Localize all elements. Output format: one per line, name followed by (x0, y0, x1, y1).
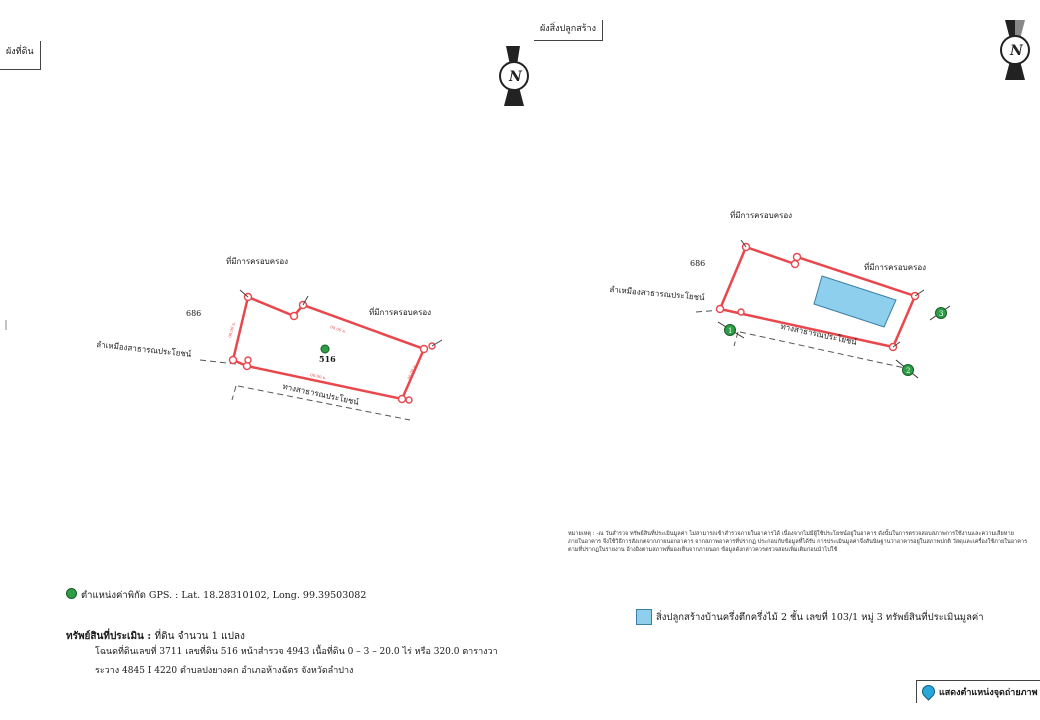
label-possessed-top-right: ที่มีการครอบครอง (730, 211, 793, 220)
location-line: ระวาง 4845 I 4220 ตำบลปงยางคก อำเภอห้างฉัตร จังหวัดลำปาง (95, 666, 354, 676)
photo-point-marker (718, 322, 744, 338)
svg-text:00.00 ม.: 00.00 ม. (227, 320, 237, 339)
left-header-label: ผังที่ดิน (6, 47, 34, 57)
north-arrow-icon (1001, 20, 1029, 80)
svg-text:00.00 ม.: 00.00 ม. (329, 324, 348, 335)
north-arrow-icon (500, 46, 528, 106)
svg-text:N: N (1010, 43, 1023, 59)
property-title (66, 629, 245, 644)
left-header (0, 41, 41, 70)
label-road-left: ทางสาธารณประโยชน์ (281, 381, 360, 407)
svg-text:1: 1 (728, 327, 733, 335)
photo-point-marker (896, 360, 918, 378)
building-legend-swatch (636, 609, 652, 625)
label-parcel-686-left: 686 (186, 309, 202, 318)
photo-point-marker (930, 306, 950, 320)
label-canal-left: ลำเหมืองสาธารณประโยชน์ (95, 339, 192, 359)
label-possessed-right-right: ที่มีการครอบครอง (864, 263, 927, 272)
photo-legend-label: แสดงตำแหน่งจุดถ่ายภาพ (939, 688, 1038, 698)
building-footprint (814, 276, 896, 327)
right-header (534, 20, 603, 41)
svg-text:00.00 ม.: 00.00 ม. (309, 372, 328, 381)
right-header-label: ผังสิ่งปลูกสร้าง (540, 24, 597, 34)
gps-coordinates (66, 588, 366, 603)
gps-text: ตำแหน่งค่าพิกัด GPS. : Lat. 18.28310102, Long. 99.39503082 (81, 590, 367, 601)
label-parcel-516: 516 (319, 354, 336, 364)
label-possessed-top-left: ที่มีการครอบครอง (226, 257, 289, 266)
label-road-right: ทางสาธารณประโยชน์ (779, 321, 858, 347)
svg-text:00.00 ม.: 00.00 ม. (406, 363, 418, 381)
building-legend-text: สิ่งปลูกสร้างบ้านครึ่งตึกครึ่งไม้ 2 ชั้น เลขที่ 103/1 หมู่ 3 ทรัพย์สินที่ประเมินมูลค่า (656, 612, 984, 623)
survey-note: หมายเหตุ : -ณ วันสำรวจ ทรัพย์สินที่ประเมินมูลค่า ไม่สามารถเข้าสำรวจภายในอาคารได้ เนื่องจากไม่มีผู้ใช้ประโยชน์อยู่ในอาคาร ดังนั้นในการตรวจสอบสภาพการใช้งานและความเสียหายภายในอาคาร จึงใช้วิธีการสังเกตจากภายนอกอาคาร จากสภาพอาคารที่ปรากฏ ประกอบกับข้อมูลที่ได้รับ การประเมินมูลค่าจึงสันนิษฐานว่าอาคารอยู่ในสภาพปกติ วัสดุและเครื่องใช้ภายในอาคาร ตามที่ปรากฏในรายงาน อ้างอิงตามสภาพที่มองเห็นจากภายนอก ข้อมูลดังกล่าวควรตรวจสอบเพิ่มเติมก่อนนำไปใช้ (568, 531, 1028, 553)
gps-marker (321, 345, 329, 353)
deed-line: โฉนดที่ดินเลขที่ 3711 เลขที่ดิน 516 หน้าสำรวจ 4943 เนื้อที่ดิน 0 – 3 – 20.0 ไร่ หรือ 320.0 ตารางวา (95, 647, 498, 657)
property-title-label: ทรัพย์สินที่ประเมิน : (66, 631, 152, 642)
svg-text:2: 2 (906, 367, 911, 375)
property-summary: ที่ดิน จำนวน 1 แปลง (154, 631, 245, 642)
label-parcel-686-right: 686 (690, 259, 706, 268)
gps-dot-icon (66, 588, 77, 599)
photo-point-legend (916, 680, 1040, 703)
svg-text:N: N (509, 69, 522, 85)
svg-text:3: 3 (939, 310, 944, 318)
map-pin-icon (919, 682, 937, 700)
label-canal-right: ลำเหมืองสาธารณประโยชน์ (609, 284, 705, 303)
label-possessed-right-left: ที่มีการครอบครอง (369, 308, 432, 317)
